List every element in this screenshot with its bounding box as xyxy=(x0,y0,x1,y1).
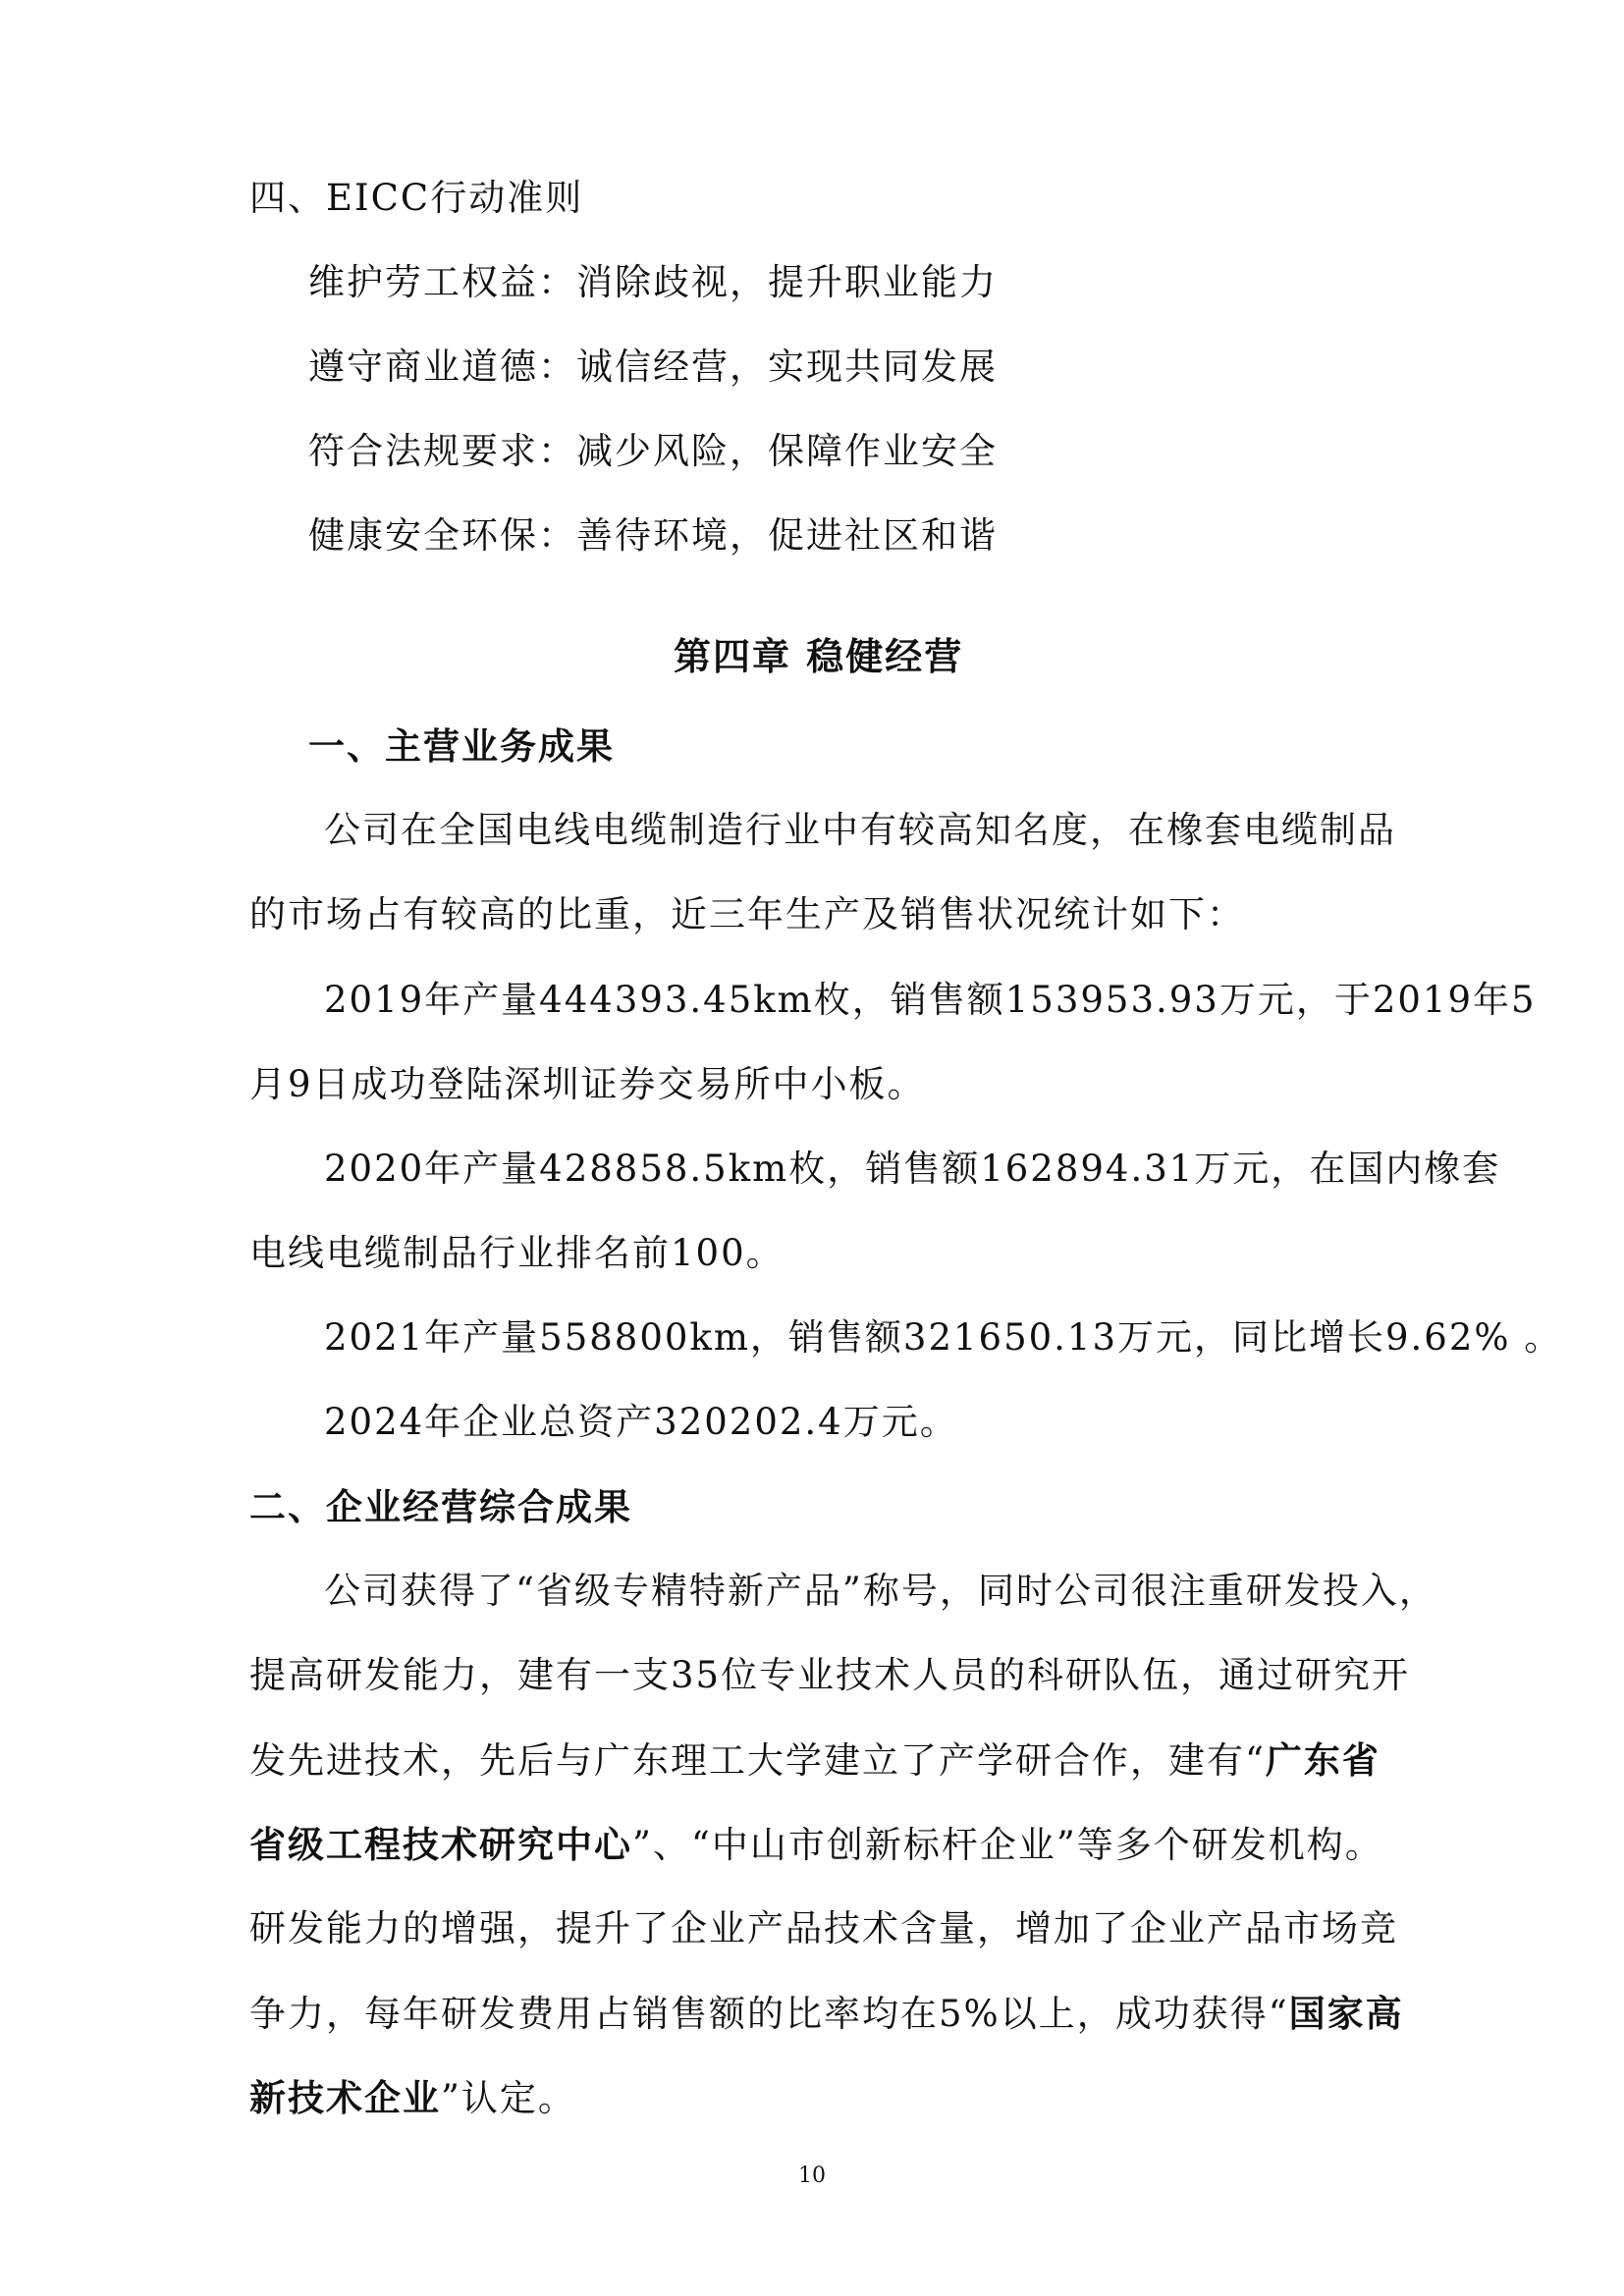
part1-heading: 一、主营业务成果 xyxy=(308,724,615,768)
year-2019-line-1: 2019年产量444393.45km枚，销售额153953.93万元，于2019年5 xyxy=(324,979,1537,1021)
part2-line-2: 提高研发能力，建有一支35位专业技术人员的科研队伍，通过研究开 xyxy=(249,1654,1411,1696)
eicc-item-3: 符合法规要求：减少风险，保障作业安全 xyxy=(308,430,998,472)
year-2024-line: 2024年企业总资产320202.4万元。 xyxy=(324,1401,958,1443)
part2-line-4-text: ”、“中山市创新标杆企业”等多个研发机构。 xyxy=(632,1824,1383,1866)
eicc-item-2: 遵守商业道德：诚信经营，实现共同发展 xyxy=(308,346,998,388)
part2-line-3 xyxy=(249,1736,1380,1785)
year-2019-line-2: 月9日成功登陆深圳证券交易所中小板。 xyxy=(249,1063,926,1105)
eicc-item-4: 健康安全环保：善待环境，促进社区和谐 xyxy=(308,514,998,557)
part2-line-6 xyxy=(249,1990,1404,2038)
part2-line-4-emphasis: 省级工程技术研究中心 xyxy=(249,1823,632,1866)
part2-line-3-emphasis: 广东省 xyxy=(1265,1738,1380,1782)
part2-line-1: 公司获得了“省级专精特新产品”称号，同时公司很注重研发投入， xyxy=(324,1570,1437,1612)
part2-line-7 xyxy=(249,2074,576,2122)
part2-line-4 xyxy=(249,1821,1383,1869)
page-number: 10 xyxy=(798,2163,826,2188)
eicc-item-1: 维护劳工权益：消除歧视，提升职业能力 xyxy=(308,261,998,303)
year-2020-line-2: 电线电缆制品行业排名前100。 xyxy=(249,1232,785,1274)
part2-line-7-text: ”认定。 xyxy=(441,2077,576,2119)
part1-intro-line-1: 公司在全国电线电缆制造行业中有较高知名度，在橡套电缆制品 xyxy=(324,809,1396,851)
part2-heading: 二、企业经营综合成果 xyxy=(249,1485,632,1528)
part2-line-6-emphasis: 国家高 xyxy=(1288,1992,1404,2035)
part1-intro-line-2: 的市场占有较高的比重，近三年生产及销售状况统计如下： xyxy=(249,893,1245,935)
part2-line-5: 研发能力的增强，提升了企业产品技术含量，增加了企业产品市场竞 xyxy=(249,1907,1398,1949)
section-heading-eicc: 四、EICC行动准则 xyxy=(249,177,584,219)
part2-line-3-text: 发先进技术，先后与广东理工大学建立了产学研合作，建有“ xyxy=(249,1739,1266,1782)
year-2020-line-1: 2020年产量428858.5km枚，销售额162894.31万元，在国内橡套 xyxy=(324,1148,1501,1190)
year-2021-line: 2021年产量558800km，销售额321650.13万元，同比增长9.62% 。 xyxy=(324,1316,1563,1359)
part2-line-7-emphasis: 新技术企业 xyxy=(249,2076,441,2119)
part2-line-6-text: 争力，每年研发费用占销售额的比率均在5%以上，成功获得“ xyxy=(249,1993,1289,2035)
chapter-title: 第四章 稳健经营 xyxy=(674,635,964,678)
